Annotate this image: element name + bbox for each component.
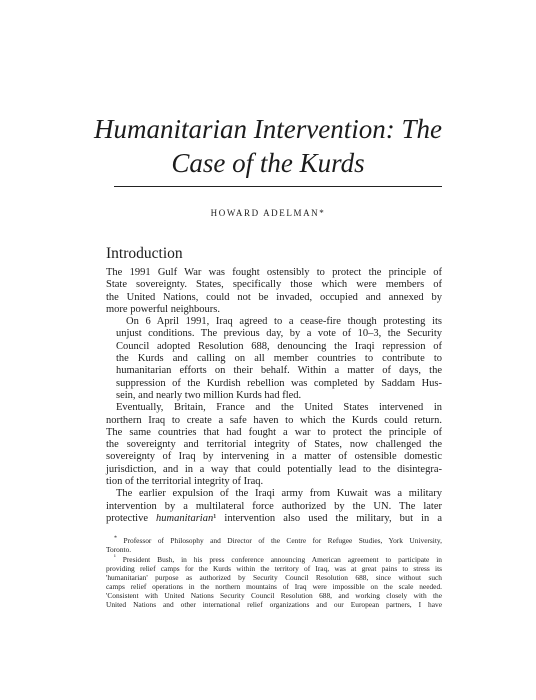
footnote	[106, 555, 442, 609]
text-line: The same countries that had fought a war to protect the principle of	[106, 426, 442, 438]
text-line: The 1991 Gulf War was fought ostensibly to protect the principle of	[106, 267, 442, 278]
footnote-line: 'humanitarian' purpose as authorized by Security Council Resolution 688, since without such	[106, 573, 442, 582]
text-line: humanitarian efforts on their behalf. Within a matter of days, the	[116, 365, 442, 377]
text-line: northern Iraq to create a safe haven to which the Kurds could return.	[106, 414, 442, 426]
text-line: intervention by a multilateral force authorized by the UN. The later	[106, 500, 442, 512]
text-line: jurisdiction, and in a way that could potentially lead to the disintegra-	[106, 463, 442, 475]
article-title	[60, 112, 476, 180]
footnote-line: 'Consistent with United Nations Security Council Resolution 688, and working closely with the	[106, 591, 442, 600]
footnote-text: President Bush, in his press conference announcing American agreement to participate in	[122, 555, 442, 564]
footnote-marker: ¹	[114, 554, 116, 561]
text-line: sein, and nearly two million Kurds had fled.	[116, 389, 302, 401]
title-line: Humanitarian Intervention: The	[94, 114, 442, 144]
footnote-line: camps relief operations in the northern mountains of Iraq were impossible on the scale needed.	[106, 582, 442, 591]
text-line: more powerful neighbours.	[106, 303, 221, 315]
footnote	[106, 536, 442, 554]
footnote-line: providing relief camps for the Kurds within the territory of Iraq, was at great pains to stress its	[106, 564, 442, 573]
article-body	[106, 267, 442, 525]
title-rule	[114, 186, 442, 187]
text-line: protective humanitarian¹ intervention also used the military, but in a	[106, 512, 442, 524]
text-line: the Kurds and calling on all member countries to contribute to	[116, 353, 442, 365]
text-line: Council adopted Resolution 688, denouncing the Iraqi repression of	[116, 340, 442, 352]
paragraph	[106, 267, 442, 316]
footnotes	[106, 536, 442, 610]
footnote-line	[106, 536, 442, 545]
section-heading: Introduction	[106, 245, 183, 262]
text-line: Eventually, Britain, France and the United States intervened in	[116, 402, 442, 414]
text-line: unjust conditions. The previous day, by a vote of 10–3, the Security	[116, 328, 442, 340]
paragraph	[106, 402, 442, 488]
footnote-line: United Nations and other international relief organizations and our European partners, I have	[106, 600, 442, 609]
author-line: HOWARD ADELMAN*	[210, 208, 326, 218]
footnote-text: Professor of Philosophy and Director of the Centre for Refugee Studies, York University,	[123, 536, 442, 545]
title-line: Case of the Kurds	[171, 148, 365, 178]
text-line: The earlier expulsion of the Iraqi army from Kuwait was a military	[116, 488, 442, 500]
text-line: the sovereignty and territorial integrity of States, now challenged the	[106, 439, 442, 451]
text-line: suppression of the Kurdish rebellion was completed by Saddam Hus-	[116, 377, 442, 389]
emphasis: humanitarian	[156, 512, 214, 524]
text-line: State sovereignty. States, specifically those which were members of	[106, 279, 442, 291]
footnote-marker: *	[114, 535, 117, 542]
text-line: tion of the territorial integrity of Iraq.	[106, 476, 264, 488]
paragraph	[106, 488, 442, 525]
paragraph	[106, 316, 442, 402]
footnote-line	[106, 555, 442, 564]
footnote-line: Toronto.	[106, 545, 132, 554]
text-line: the United Nations, could not be invaded, occupied and annexed by	[106, 291, 442, 303]
text-line: sovereignty of Iraq by intervening in a matter of ostensible domestic	[106, 451, 442, 463]
text-line: On 6 April 1991, Iraq agreed to a cease-fire though protesting its	[126, 316, 442, 328]
